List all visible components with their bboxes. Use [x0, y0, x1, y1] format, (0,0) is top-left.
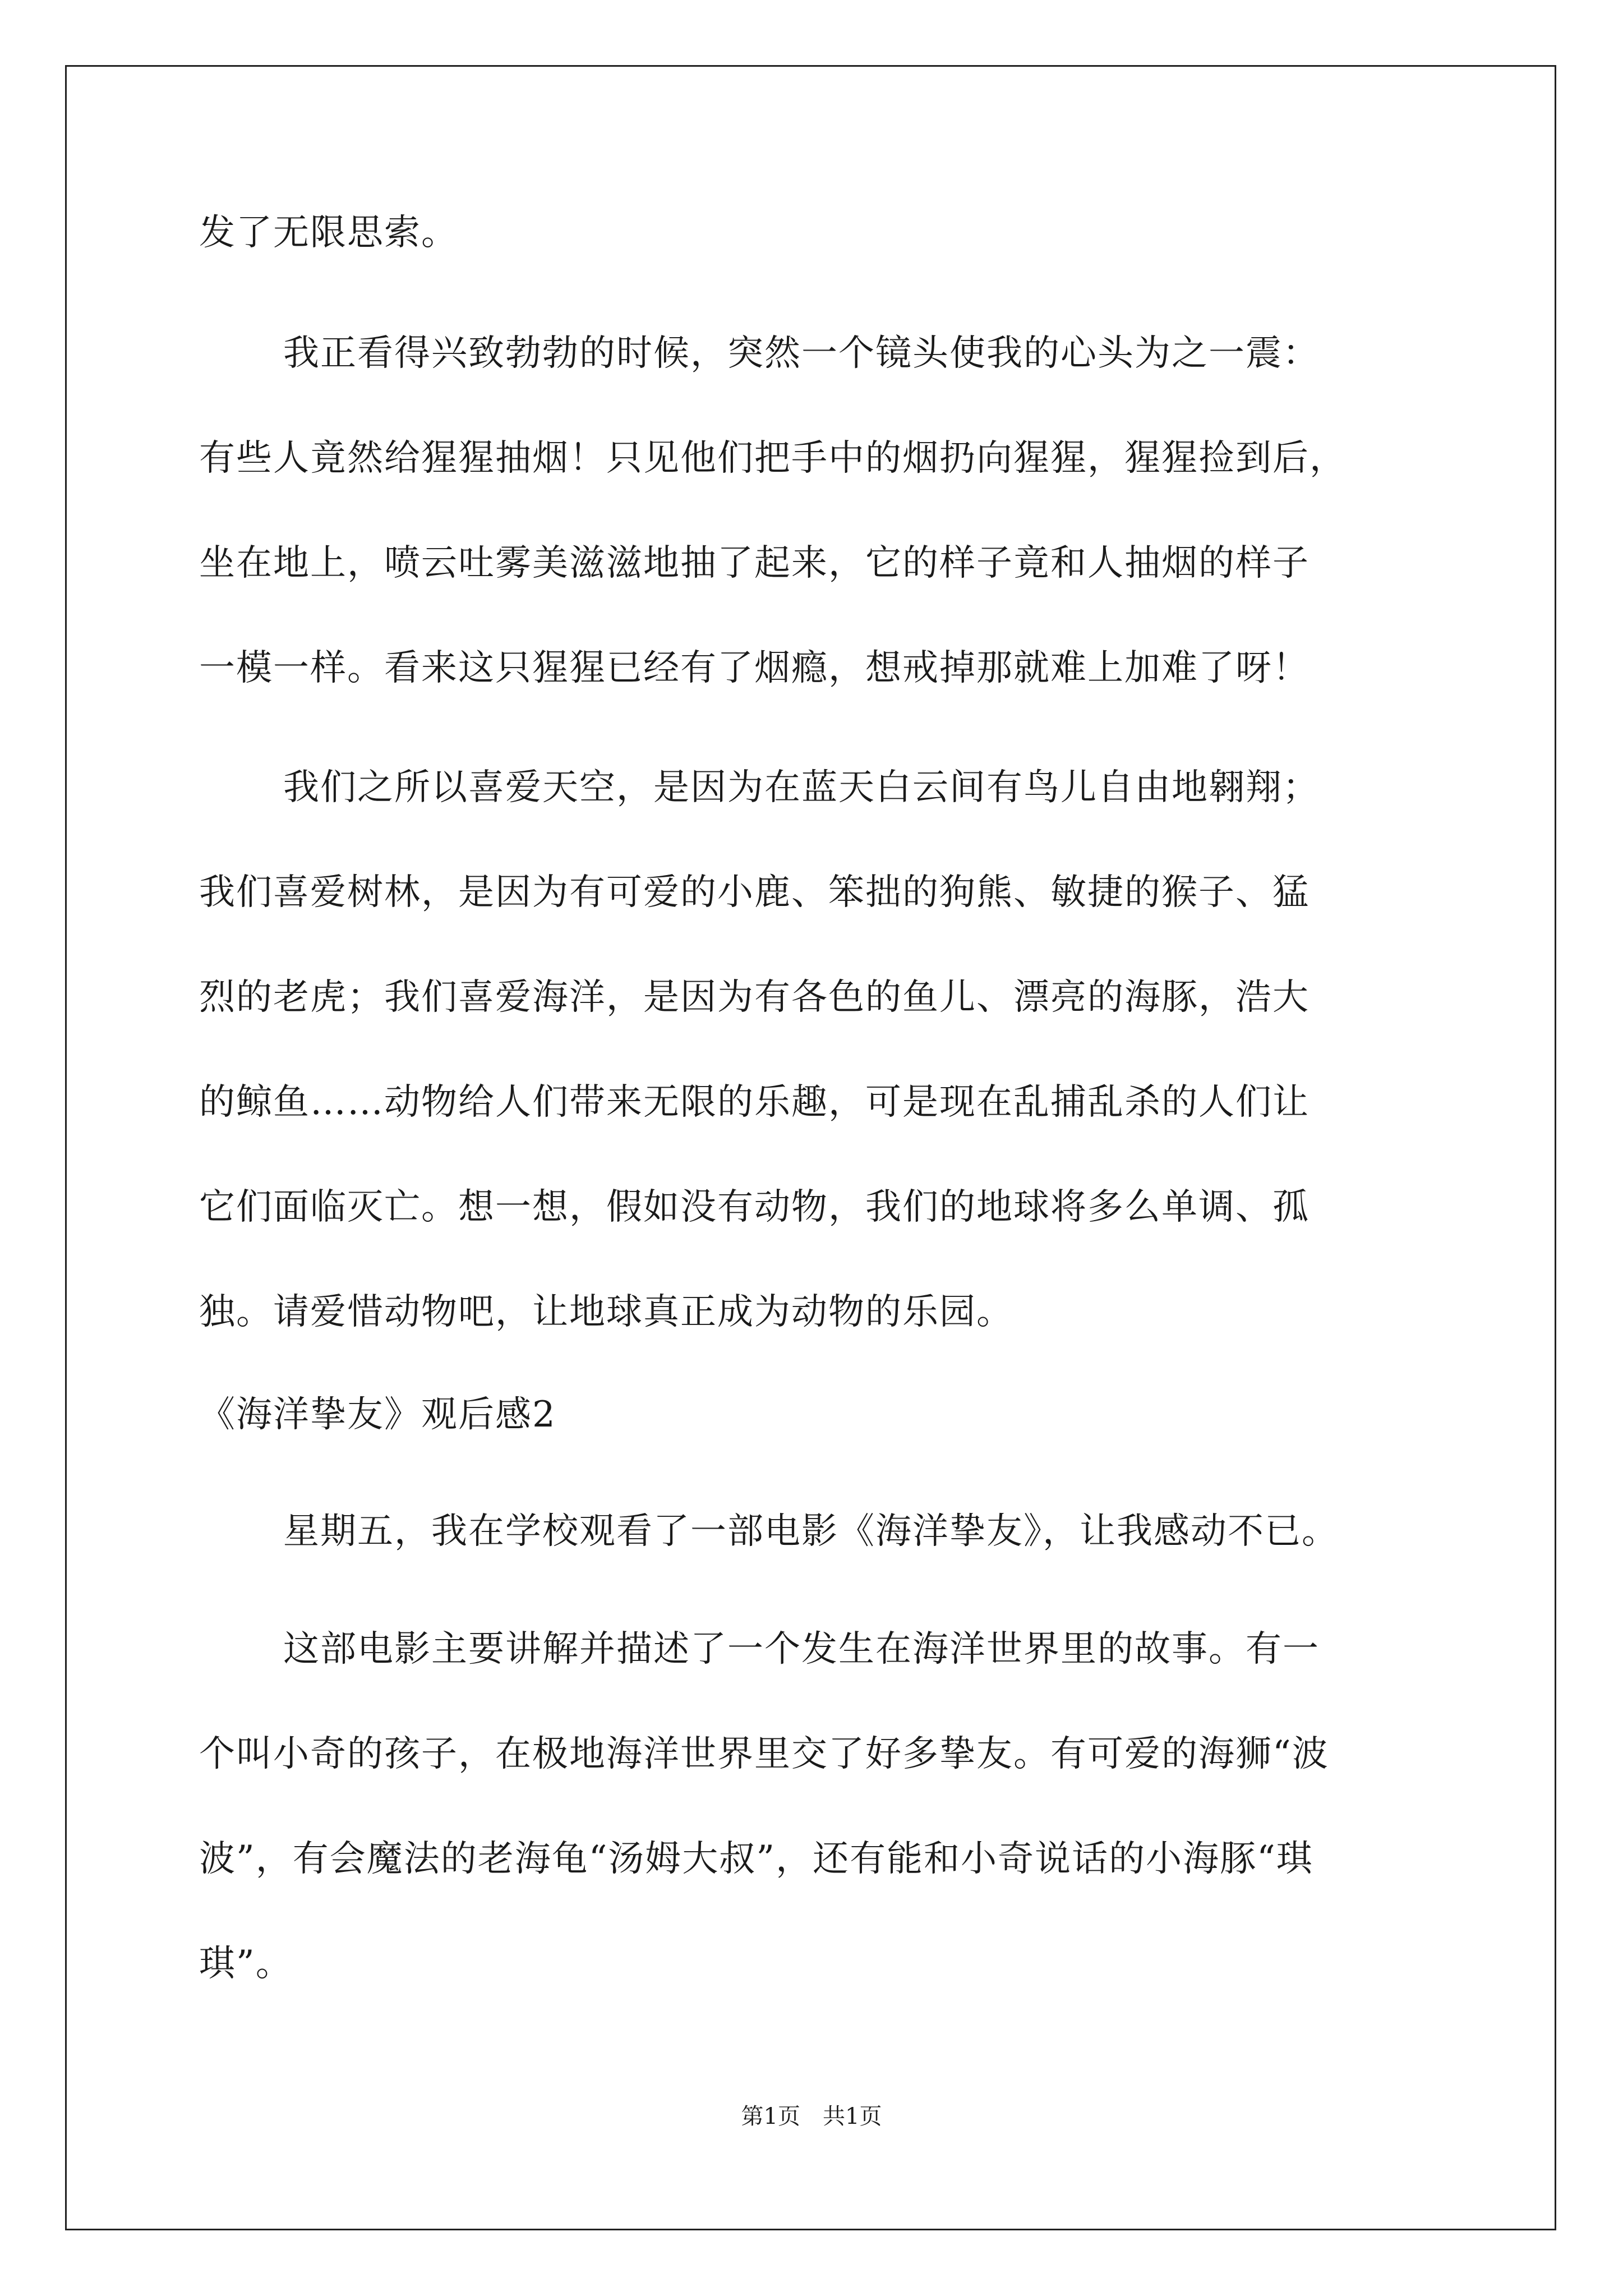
page-border	[65, 65, 1556, 2230]
paragraph-line: 我们之所以喜爱天空，是因为在蓝天白云间有鸟儿自由地翱翔；	[283, 767, 1320, 808]
paragraph-line: 这部电影主要讲解并描述了一个发生在海洋世界里的故事。有一	[283, 1628, 1320, 1670]
paragraph-line: 有些人竟然给猩猩抽烟！只见他们把手中的烟扔向猩猩，猩猩捡到后，	[199, 438, 1347, 479]
paragraph-line: 独。请爱惜动物吧，让地球真正成为动物的乐园。	[199, 1291, 1013, 1333]
paragraph-line: 我正看得兴致勃勃的时候，突然一个镜头使我的心头为之一震：	[283, 333, 1320, 374]
paragraph-line: 一模一样。看来这只猩猩已经有了烟瘾，想戒掉那就难上加难了呀！	[199, 647, 1310, 689]
page-footer: 第1页 共1页	[741, 2104, 882, 2129]
paragraph-line: 的鲸鱼……动物给人们带来无限的乐趣，可是现在乱捕乱杀的人们让	[199, 1082, 1310, 1123]
paragraph-line: 它们面临灭亡。想一想，假如没有动物，我们的地球将多么单调、孤	[199, 1186, 1310, 1228]
paragraph-line: 星期五，我在学校观看了一部电影《海洋挚友》，让我感动不已。	[283, 1511, 1339, 1552]
section-heading: 《海洋挚友》观后感2	[199, 1394, 556, 1435]
paragraph-line: 坐在地上，喷云吐雾美滋滋地抽了起来，它的样子竟和人抽烟的样子	[199, 542, 1310, 584]
paragraph-line: 发了无限思索。	[199, 212, 458, 254]
paragraph-line: 波”，有会魔法的老海龟“汤姆大叔”，还有能和小奇说话的小海豚“琪	[199, 1838, 1313, 1880]
paragraph-line: 个叫小奇的孩子，在极地海洋世界里交了好多挚友。有可爱的海狮“波	[199, 1733, 1329, 1775]
paragraph-line: 我们喜爱树林，是因为有可爱的小鹿、笨拙的狗熊、敏捷的猴子、猛	[199, 872, 1310, 913]
paragraph-line: 琪”。	[199, 1943, 293, 1985]
paragraph-line: 烈的老虎；我们喜爱海洋，是因为有各色的鱼儿、漂亮的海豚，浩大	[199, 977, 1310, 1018]
